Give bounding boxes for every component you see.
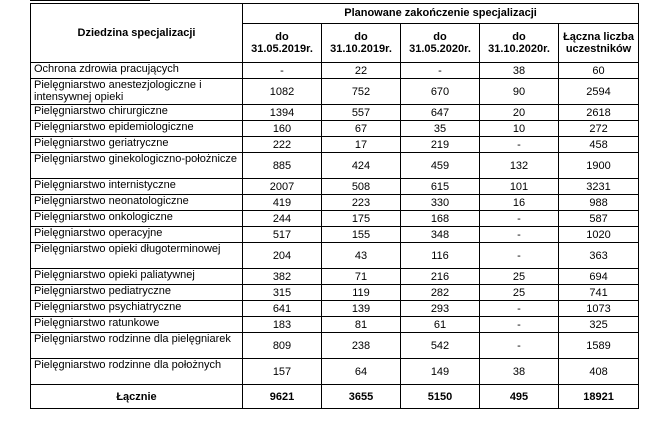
table-row	[31, 211, 639, 227]
cell-value: 988	[559, 195, 639, 211]
table-row	[31, 269, 639, 285]
column-header: do 31.05.2020r.	[401, 23, 480, 62]
cell-value: 694	[559, 269, 639, 285]
row-name: Pielęgniarstwo ginekologiczno-położnicze	[31, 153, 243, 179]
cell-value: -	[480, 243, 559, 269]
cell-value: 363	[559, 243, 639, 269]
cell-value: 17	[322, 137, 401, 153]
row-name: Pielęgniarstwo operacyjne	[31, 227, 243, 243]
specialization-table	[30, 3, 639, 409]
table-row	[31, 285, 639, 301]
cell-value: 10	[480, 121, 559, 137]
table-row	[31, 195, 639, 211]
cell-value: 809	[243, 333, 322, 359]
total-value: 18921	[559, 385, 639, 409]
cell-value: 1394	[243, 105, 322, 121]
cell-value: 61	[401, 317, 480, 333]
cell-value: 508	[322, 179, 401, 195]
header-group: Planowane zakończenie specjalizacji	[243, 4, 639, 24]
table-row	[31, 153, 639, 179]
cell-value: -	[480, 301, 559, 317]
cell-value: 223	[322, 195, 401, 211]
row-name: Pielęgniarstwo internistyczne	[31, 179, 243, 195]
cell-value: 25	[480, 269, 559, 285]
cell-value: 35	[401, 121, 480, 137]
cell-value: 204	[243, 243, 322, 269]
cell-value: 1589	[559, 333, 639, 359]
cell-value: 272	[559, 121, 639, 137]
cell-value: 330	[401, 195, 480, 211]
row-name: Pielęgniarstwo rodzinne dla pielęgniarek	[31, 333, 243, 359]
cell-value: 293	[401, 301, 480, 317]
cell-value: -	[480, 333, 559, 359]
table-row	[31, 79, 639, 105]
row-name: Pielęgniarstwo chirurgiczne	[31, 105, 243, 121]
total-row	[31, 385, 639, 409]
cell-value: 348	[401, 227, 480, 243]
cell-value: 38	[480, 359, 559, 385]
cell-value: -	[401, 63, 480, 79]
cell-value: 119	[322, 285, 401, 301]
table-row	[31, 179, 639, 195]
row-name: Pielęgniarstwo epidemiologiczne	[31, 121, 243, 137]
cell-value: -	[243, 63, 322, 79]
row-name: Pielęgniarstwo anestezjologiczne i intensywnej opieki	[31, 79, 243, 105]
cell-value: 587	[559, 211, 639, 227]
row-name: Pielęgniarstwo neonatologiczne	[31, 195, 243, 211]
cell-value: 647	[401, 105, 480, 121]
cell-value: 20	[480, 105, 559, 121]
cell-value: -	[480, 137, 559, 153]
cell-value: 43	[322, 243, 401, 269]
row-name: Pielęgniarstwo ratunkowe	[31, 317, 243, 333]
cell-value: 2007	[243, 179, 322, 195]
cell-value: 175	[322, 211, 401, 227]
cell-value: 315	[243, 285, 322, 301]
cell-value: 25	[480, 285, 559, 301]
cell-value: 132	[480, 153, 559, 179]
table-row	[31, 137, 639, 153]
cell-value: 424	[322, 153, 401, 179]
table-row	[31, 317, 639, 333]
cell-value: 160	[243, 121, 322, 137]
table-row	[31, 333, 639, 359]
total-value: 5150	[401, 385, 480, 409]
row-name: Pielęgniarstwo pediatryczne	[31, 285, 243, 301]
table-row	[31, 121, 639, 137]
cell-value: 3231	[559, 179, 639, 195]
cell-value: 16	[480, 195, 559, 211]
total-value: 495	[480, 385, 559, 409]
cell-value: 1900	[559, 153, 639, 179]
row-name: Pielęgniarstwo geriatryczne	[31, 137, 243, 153]
cell-value: 885	[243, 153, 322, 179]
cell-value: 670	[401, 79, 480, 105]
table-row	[31, 243, 639, 269]
table-row	[31, 359, 639, 385]
cell-value: 116	[401, 243, 480, 269]
row-name: Pielęgniarstwo rodzinne dla położnych	[31, 359, 243, 385]
cell-value: 219	[401, 137, 480, 153]
cell-value: 168	[401, 211, 480, 227]
cell-value: 157	[243, 359, 322, 385]
cell-value: 752	[322, 79, 401, 105]
cell-value: 101	[480, 179, 559, 195]
table-row	[31, 301, 639, 317]
cell-value: 238	[322, 333, 401, 359]
cell-value: 458	[559, 137, 639, 153]
cell-value: 183	[243, 317, 322, 333]
header-field: Dziedzina specjalizacji	[31, 4, 243, 63]
cell-value: 2618	[559, 105, 639, 121]
cell-value: 90	[480, 79, 559, 105]
cell-value: 325	[559, 317, 639, 333]
cell-value: 38	[480, 63, 559, 79]
cell-value: 155	[322, 227, 401, 243]
table-row	[31, 105, 639, 121]
column-header: Łączna liczba uczestników	[559, 23, 639, 62]
total-value: 9621	[243, 385, 322, 409]
cell-value: 244	[243, 211, 322, 227]
cell-value: 382	[243, 269, 322, 285]
cell-value: 139	[322, 301, 401, 317]
cell-value: 67	[322, 121, 401, 137]
cell-value: 60	[559, 63, 639, 79]
cell-value: 557	[322, 105, 401, 121]
cell-value: 149	[401, 359, 480, 385]
row-name: Pielęgniarstwo opieki paliatywnej	[31, 269, 243, 285]
cell-value: -	[480, 227, 559, 243]
cell-value: 64	[322, 359, 401, 385]
row-name: Pielęgniarstwo opieki długoterminowej	[31, 243, 243, 269]
column-header: do 31.05.2019r.	[243, 23, 322, 62]
total-label: Łącznie	[31, 385, 243, 409]
cell-value: 419	[243, 195, 322, 211]
cell-value: 1073	[559, 301, 639, 317]
total-value: 3655	[322, 385, 401, 409]
cell-value: -	[480, 317, 559, 333]
table-row	[31, 63, 639, 79]
row-name: Ochrona zdrowia pracujących	[31, 63, 243, 79]
cell-value: 22	[322, 63, 401, 79]
cell-value: 641	[243, 301, 322, 317]
cell-value: 1082	[243, 79, 322, 105]
cell-value: 216	[401, 269, 480, 285]
cell-value: 71	[322, 269, 401, 285]
cell-value: 222	[243, 137, 322, 153]
cell-value: 2594	[559, 79, 639, 105]
row-name: Pielęgniarstwo onkologiczne	[31, 211, 243, 227]
top-rule	[30, 0, 150, 2]
cell-value: 741	[559, 285, 639, 301]
cell-value: 408	[559, 359, 639, 385]
column-header: do 31.10.2019r.	[322, 23, 401, 62]
cell-value: 459	[401, 153, 480, 179]
cell-value: 1020	[559, 227, 639, 243]
cell-value: 81	[322, 317, 401, 333]
cell-value: -	[480, 211, 559, 227]
cell-value: 615	[401, 179, 480, 195]
cell-value: 282	[401, 285, 480, 301]
row-name: Pielęgniarstwo psychiatryczne	[31, 301, 243, 317]
table-row	[31, 227, 639, 243]
cell-value: 542	[401, 333, 480, 359]
cell-value: 517	[243, 227, 322, 243]
column-header: do 31.10.2020r.	[480, 23, 559, 62]
